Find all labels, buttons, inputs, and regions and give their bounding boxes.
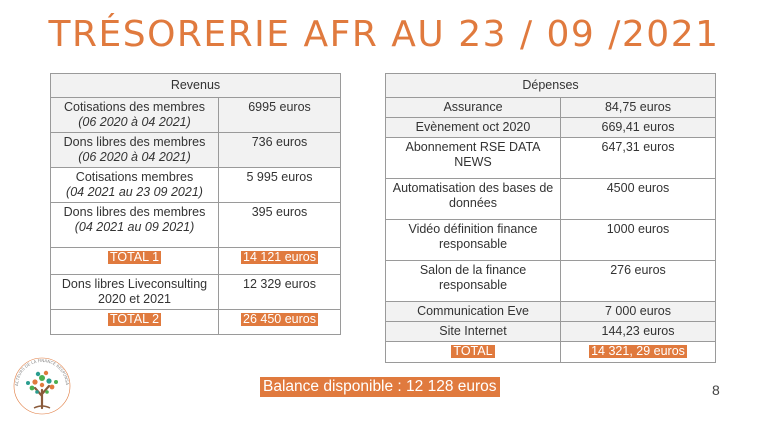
row-label: Salon de la finance responsable [386,261,561,302]
row-value: 6995 euros [219,98,341,133]
row-value: 7 000 euros [561,302,716,322]
table-row [386,179,716,220]
table-row [51,275,341,310]
row-label: Abonnement RSE DATA NEWS [386,138,561,179]
row-label: Assurance [386,98,561,118]
depenses-total-value: 14 321, 29 euros [591,344,685,358]
depenses-total-label: TOTAL [453,344,493,358]
logo-ring-text: ACTEURS DE LA FINANCE RESPONSA [13,357,71,387]
row-label: Dons libres des membres (04 2021 au 09 2021) [51,203,219,248]
table-row [386,322,716,342]
table-row [386,220,716,261]
row-value: 1000 euros [561,220,716,261]
table-row [386,261,716,302]
tree-logo-icon [8,352,76,420]
table-row [51,98,341,133]
row-value: 12 329 euros [219,275,341,310]
revenus-table [50,73,341,335]
row-value: 84,75 euros [561,98,716,118]
table-row [51,168,341,203]
table-row [51,133,341,168]
total1-value: 14 121 euros [243,250,316,264]
row-label: Cotisations des membres (06 2020 à 04 2021) [51,98,219,133]
total1-row [51,248,341,275]
table-row [386,98,716,118]
row-value: 395 euros [219,203,341,248]
depenses-table [385,73,716,363]
table-row [51,203,341,248]
row-value: 669,41 euros [561,118,716,138]
row-label: Vidéo définition finance responsable [386,220,561,261]
row-value: 144,23 euros [561,322,716,342]
page-title: TRÉSORERIE AFR AU 23 / 09 /2021 [48,14,720,55]
row-label: Site Internet [386,322,561,342]
row-label: Automatisation des bases de données [386,179,561,220]
table-row [386,138,716,179]
svg-text:ACTEURS DE LA FINANCE RESPONSA [8,352,70,386]
total-row [386,342,716,363]
row-label: Dons libres des membres (06 2020 à 04 2021) [51,133,219,168]
row-value: 4500 euros [561,179,716,220]
row-value: 276 euros [561,261,716,302]
total2-label: TOTAL 2 [109,312,160,326]
table-row [386,118,716,138]
row-label: Communication Eve [386,302,561,322]
total1-label: TOTAL 1 [109,250,160,264]
total2-row [51,310,341,335]
row-value: 647,31 euros [561,138,716,179]
revenus-header: Revenus [51,74,341,98]
depenses-header: Dépenses [386,74,716,98]
table-row [386,302,716,322]
total2-value: 26 450 euros [243,312,316,326]
row-value: 5 995 euros [219,168,341,203]
page-number: 8 [712,382,720,398]
row-label: Dons libres Liveconsulting 2020 et 2021 [51,275,219,310]
row-label: Evènement oct 2020 [386,118,561,138]
row-value: 736 euros [219,133,341,168]
balance-summary: Balance disponible : 12 128 euros [260,377,500,397]
row-label: Cotisations membres (04 2021 au 23 09 2021) [51,168,219,203]
